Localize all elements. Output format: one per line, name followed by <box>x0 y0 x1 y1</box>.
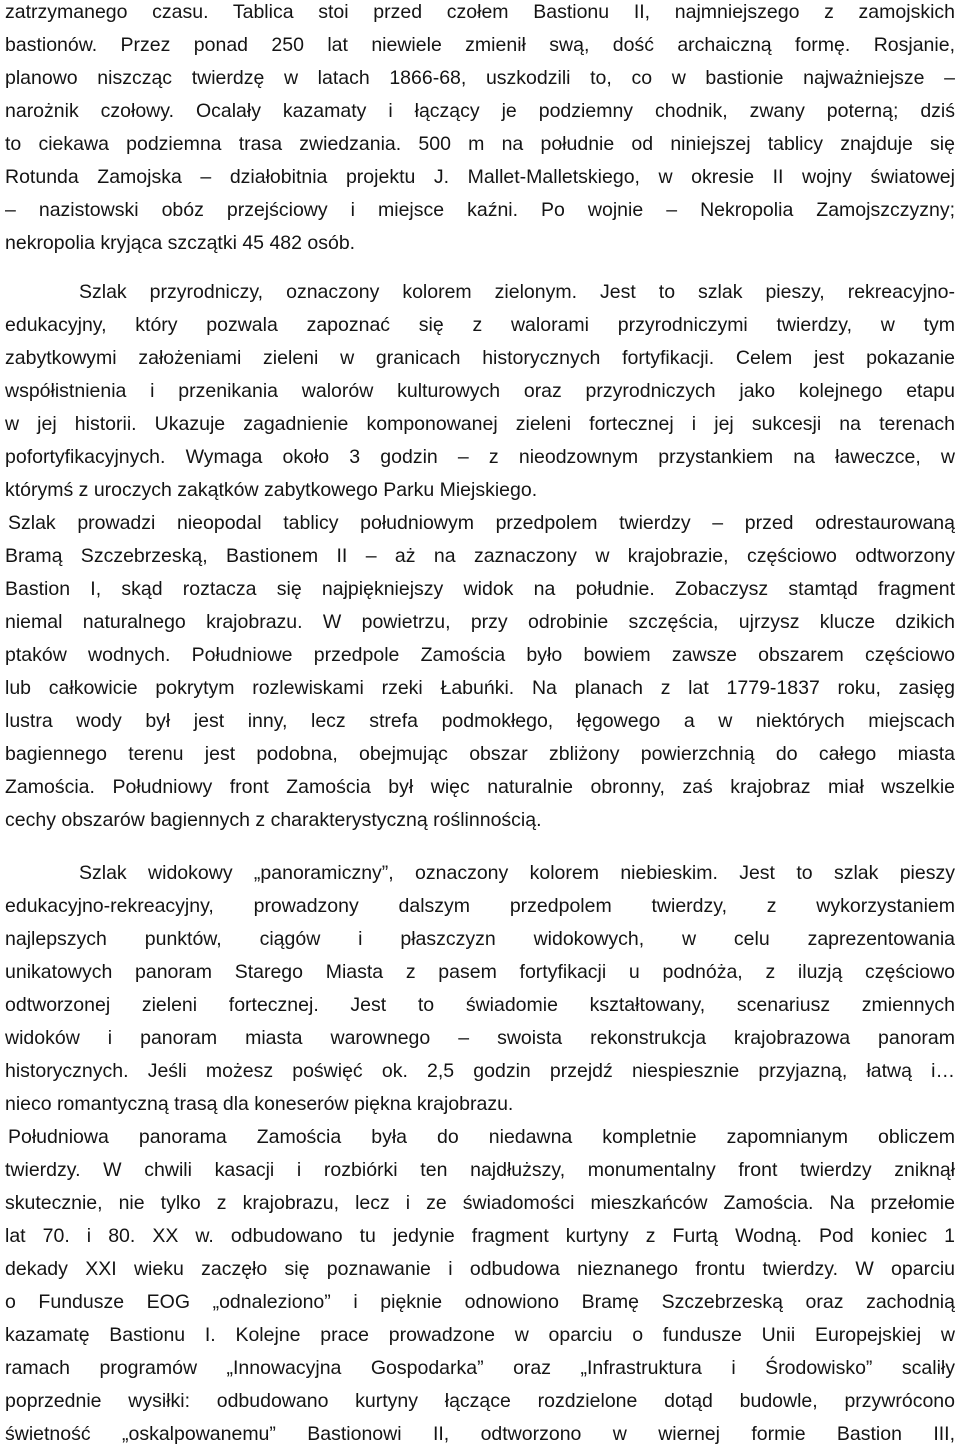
text-line: lustra wody był jest inny, lecz strefa podmokłego, łęgowego a w niektórych miejscach <box>5 710 955 732</box>
text-line: Bastion I, skąd roztacza się najpiękniejszy widok na południe. Zobaczysz stamtąd fragment <box>5 578 955 600</box>
text-line: Południowa panorama Zamościa była do niedawna kompletnie zapomnianym obliczem <box>8 1126 955 1148</box>
text-line: – nazistowski obóz przejściowy i miejsce kaźni. Po wojnie – Nekropolia Zamojszczyzny; <box>5 199 955 221</box>
text-line: widoków i panoram miasta warownego – swoista rekonstrukcja krajobrazowa panoram <box>5 1027 955 1049</box>
text-line: planowo niszcząc twierdzę w latach 1866-68, uszkodzili to, co w bastionie najważniejsze – <box>5 67 955 89</box>
text-line: Zamościa. Południowy front Zamościa był więc naturalnie obronny, zaś krajobraz miał wszelkie <box>5 776 955 798</box>
text-line: poprzednie wysiłki: odbudowano kurtyny łączące rozdzielone dotąd budowle, przywrócono <box>5 1390 955 1412</box>
text-line: pofortyfikacyjnych. Wymaga około 3 godzin – z nieodzownym przystankiem na ławeczce, w <box>5 446 955 468</box>
text-line: skutecznie, nie tylko z krajobrazu, lecz i ze świadomości mieszkańców Zamościa. Na przełomie <box>5 1192 955 1214</box>
text-line: dekady XXI wieku zaczęło się poznawanie i odbudowa nieznanego frontu twierdzy. W oparciu <box>5 1258 955 1280</box>
text-line: najlepszych punktów, ciągów i płaszczyzn widokowych, w celu zaprezentowania <box>5 928 955 950</box>
text-line: lub całkowicie pokrytym rozlewiskami rzeki Łabuńki. Na planach z lat 1779-1837 roku, zasięg <box>5 677 955 699</box>
text-line: lat 70. i 80. XX w. odbudowano tu jedynie fragment kurtyny z Furtą Wodną. Pod koniec 1 <box>5 1225 955 1247</box>
text-line: nieco romantyczną trasą dla koneserów piękna krajobrazu. <box>5 1093 514 1115</box>
text-line: edukacyjny, który pozwala zapoznać się z walorami przyrodniczymi twierdzy, w tym <box>5 314 955 336</box>
text-line: Szlak prowadzi nieopodal tablicy południowym przedpolem twierdzy – przed odrestaurowaną <box>8 512 955 534</box>
text-line: niemal naturalnego krajobrazu. W powietrzu, przy odrobinie szczęścia, ujrzysz klucze dzikich <box>5 611 955 633</box>
text-line: kazamatę Bastionu I. Kolejne prace prowadzone w oparciu o fundusze Unii Europejskiej w <box>5 1324 955 1346</box>
text-line: unikatowych panoram Starego Miasta z pasem fortyfikacji u podnóża, z iluzją częściowo <box>5 961 955 983</box>
text-line: współistnienia i przenikania walorów kulturowych oraz przyrodniczych jako kolejnego etapu <box>5 380 955 402</box>
text-line: nekropolia kryjąca szczątki 45 482 osób. <box>5 232 356 254</box>
text-line: bastionów. Przez ponad 250 lat niewiele zmienił swą, dość archaiczną formę. Rosjanie, <box>5 34 955 56</box>
text-line: odtworzonej zieleni fortecznej. Jest to świadomie kształtowany, scenariusz zmiennych <box>5 994 955 1016</box>
text-line: ramach programów „Innowacyjna Gospodarka” oraz „Infrastruktura i Środowisko” scaliły <box>5 1357 955 1379</box>
text-line: ptaków wodnych. Południowe przedpole Zamościa było bowiem zawsze obszarem częściowo <box>5 644 955 666</box>
text-line: o Fundusze EOG „odnaleziono” i pięknie odnowiono Bramę Szczebrzeską oraz zachodnią <box>5 1291 955 1313</box>
text-line: Rotunda Zamojska – działobitnia projektu J. Mallet-Malletskiego, w okresie II wojny światowej <box>5 166 955 188</box>
text-line: Szlak przyrodniczy, oznaczony kolorem zielonym. Jest to szlak pieszy, rekreacyjno- <box>79 281 955 303</box>
text-line: którymś z uroczych zakątków zabytkowego Parku Miejskiego. <box>5 479 538 501</box>
text-line: cechy obszarów bagiennych z charakterystyczną roślinnością. <box>5 809 542 831</box>
text-line: w jej historii. Ukazuje zagadnienie komponowanej zieleni fortecznej i jej sukcesji na terenach <box>5 413 955 435</box>
text-line: zatrzymanego czasu. Tablica stoi przed czołem Bastionu II, najmniejszego z zamojskich <box>5 1 955 23</box>
text-line: bagiennego terenu jest podobna, obejmując obszar zbliżony powierzchnią do całego miasta <box>5 743 955 765</box>
text-line: edukacyjno-rekreacyjny, prowadzony dalszym przedpolem twierdzy, z wykorzystaniem <box>5 895 955 917</box>
text-line: zabytkowymi założeniami zieleni w granicach historycznych fortyfikacji. Celem jest pokazanie <box>5 347 955 369</box>
text-line: świetność „oskalpowanemu” Bastionowi II, odtworzono w wiernej formie Bastion III, <box>5 1423 955 1445</box>
text-line: Bramą Szczebrzeską, Bastionem II – aż na zaznaczony w krajobrazie, częściowo odtworzony <box>5 545 955 567</box>
text-line: to ciekawa podziemna trasa zwiedzania. 500 m na południe od niniejszej tablicy znajduje się <box>5 133 955 155</box>
text-line: twierdzy. W chwili kasacji i rozbiórki ten najdłuższy, monumentalny front twierdzy zniknął <box>5 1159 955 1181</box>
text-line: Szlak widokowy „panoramiczny”, oznaczony kolorem niebieskim. Jest to szlak pieszy <box>79 862 955 884</box>
text-line: narożnik czołowy. Ocalały kazamaty i łączący je podziemny chodnik, zwany poterną; dziś <box>5 100 955 122</box>
text-line: historycznych. Jeśli możesz poświęć ok. 2,5 godzin przejdź niespiesznie przyjazną, łatwą i… <box>5 1060 955 1082</box>
